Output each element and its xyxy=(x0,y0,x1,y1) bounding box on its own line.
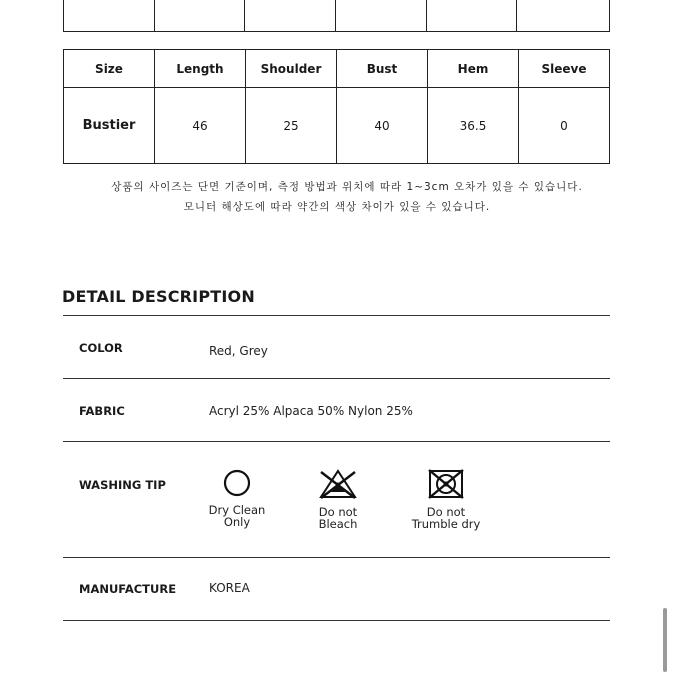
cell-shoulder: 25 xyxy=(246,88,337,164)
header-sleeve: Sleeve xyxy=(519,50,610,88)
color-label: COLOR xyxy=(79,341,123,355)
tip-text-line2: Trumble dry xyxy=(411,517,481,531)
header-shoulder: Shoulder xyxy=(246,50,337,88)
tip-text-line1: Dry Clean xyxy=(208,503,266,517)
header-size: Size xyxy=(64,50,155,88)
do-not-tumble-dry-icon xyxy=(426,468,466,500)
fabric-label: FABRIC xyxy=(79,404,125,418)
header-length: Length xyxy=(155,50,246,88)
manufacture-value: KOREA xyxy=(209,581,250,595)
dry-clean-tip xyxy=(192,468,282,528)
tip-text-line2: Bleach xyxy=(318,517,358,531)
cell-bust: 40 xyxy=(337,88,428,164)
scrollbar[interactable] xyxy=(663,608,667,672)
fabric-value: Acryl 25% Alpaca 50% Nylon 25% xyxy=(209,404,413,418)
detail-title: DETAIL DESCRIPTION xyxy=(62,287,255,306)
previous-size-table-fragment xyxy=(63,0,610,32)
tip-text-line1: Do not xyxy=(426,505,466,519)
row-size-name: Bustier xyxy=(64,88,155,164)
table-row xyxy=(64,88,610,164)
tip-text-line2: Only xyxy=(223,515,251,529)
do-not-tumble-dry-tip xyxy=(401,468,491,530)
divider xyxy=(63,315,610,316)
cell-hem: 36.5 xyxy=(428,88,519,164)
do-not-bleach-icon xyxy=(318,468,358,500)
tip-text-line1: Do not xyxy=(318,505,358,519)
manufacture-label: MANUFACTURE xyxy=(79,582,177,596)
color-note: 모니터 해상도에 따라 약간의 색상 차이가 있을 수 있습니다. xyxy=(183,201,491,213)
header-bust: Bust xyxy=(337,50,428,88)
divider xyxy=(63,441,610,442)
divider xyxy=(63,378,610,379)
do-not-bleach-tip xyxy=(293,468,383,530)
table-cell xyxy=(427,0,518,31)
header-hem: Hem xyxy=(428,50,519,88)
washing-tip-label: WASHING TIP xyxy=(79,478,166,492)
table-cell xyxy=(155,0,246,31)
cell-length: 46 xyxy=(155,88,246,164)
dry-clean-icon xyxy=(222,468,252,498)
divider xyxy=(63,557,610,558)
divider xyxy=(63,620,610,621)
size-table-header-row xyxy=(64,50,610,88)
color-value: Red, Grey xyxy=(209,344,268,358)
size-note: 상품의 사이즈는 단면 기준이며, 측정 방법과 위치에 따라 1~3cm 오차가 있을 수 있습니다. xyxy=(111,181,583,193)
table-cell xyxy=(245,0,336,31)
table-cell xyxy=(517,0,609,31)
size-table xyxy=(63,49,610,164)
cell-sleeve: 0 xyxy=(519,88,610,164)
table-cell xyxy=(64,0,155,31)
table-cell xyxy=(336,0,427,31)
